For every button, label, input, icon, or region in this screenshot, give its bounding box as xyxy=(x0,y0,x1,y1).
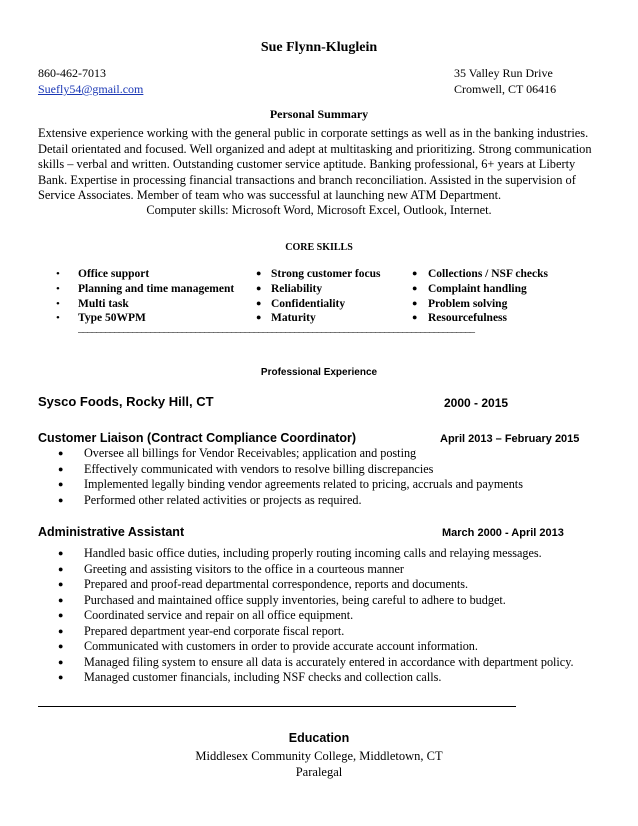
summary-line: Bank. Expertise in processing financial transactions and branch reconciliation. Assisted in the supervision of xyxy=(38,172,576,187)
summary-text xyxy=(38,126,603,204)
skills-divider: ________________________________________________________________________________________ xyxy=(78,322,474,334)
skill-bullet-icon: ● xyxy=(256,312,262,322)
role-dates: April 2013 – February 2015 xyxy=(440,433,580,445)
list-item xyxy=(58,670,574,686)
company-name: Sysco Foods, Rocky Hill, CT xyxy=(38,394,214,409)
skill-bullet-icon: ● xyxy=(256,268,262,278)
skill-bullet-icon: ● xyxy=(256,283,262,293)
role-duties-list xyxy=(58,446,523,508)
bullet-icon: ● xyxy=(58,479,64,489)
skill-item: Strong customer focus xyxy=(271,268,381,280)
list-item xyxy=(58,562,574,578)
duty-text: Oversee all billings for Vendor Receivables; application and posting xyxy=(84,446,417,460)
list-item xyxy=(58,608,574,624)
skill-item: Collections / NSF checks xyxy=(428,268,548,280)
education-heading: Education xyxy=(288,731,350,745)
skill-item: Reliability xyxy=(271,283,323,295)
duty-text: Performed other related activities or projects as required. xyxy=(84,492,362,507)
skill-item: Complaint handling xyxy=(428,283,527,295)
skill-bullet-icon: ● xyxy=(412,298,418,308)
school-name: Middlesex Community College, Middletown, CT xyxy=(195,749,443,763)
list-item xyxy=(58,577,574,593)
list-item xyxy=(58,546,574,562)
duty-text: Communicated with customers in order to provide accurate account information. xyxy=(84,639,478,653)
duty-text: Purchased and maintained office supply inventories, being careful to adhere to budget. xyxy=(84,592,506,607)
summary-heading: Personal Summary xyxy=(269,107,369,121)
skill-item: Confidentiality xyxy=(271,298,346,310)
address-line-2: Cromwell, CT 06416 xyxy=(454,82,557,96)
skill-item: Resourcefulness xyxy=(428,312,508,324)
list-item xyxy=(58,639,574,655)
summary-line: Extensive experience working with the general public in corporate settings as well as in the banking industries. xyxy=(38,126,589,140)
list-item xyxy=(58,624,574,640)
bullet-icon: ● xyxy=(58,610,64,620)
skill-item: Type 50WPM xyxy=(78,312,146,324)
role-title: Customer Liaison (Contract Compliance Coordinator) xyxy=(38,431,357,445)
role-duties-list xyxy=(58,546,574,686)
list-item xyxy=(58,593,574,609)
email-link[interactable]: Suefly54@gmail.com xyxy=(38,82,144,96)
list-item xyxy=(58,446,523,462)
skill-item: Multi task xyxy=(78,298,129,310)
bullet-icon: ● xyxy=(58,548,64,558)
list-item xyxy=(58,462,523,478)
skill-item: Maturity xyxy=(271,312,316,324)
role-title: Administrative Assistant xyxy=(38,525,185,539)
bullet-icon: ● xyxy=(58,656,64,667)
duty-text: Implemented legally binding vendor agreements related to pricing, accruals and payments xyxy=(84,477,523,491)
duty-text: Effectively communicated with vendors to resolve billing discrepancies xyxy=(84,461,434,476)
candidate-name: Sue Flynn-Kluglein xyxy=(260,40,378,55)
phone-number: 860-462-7013 xyxy=(38,66,106,80)
skill-bullet-icon: ● xyxy=(256,298,262,308)
skill-item: Office support xyxy=(78,268,150,280)
address-line-1: 35 Valley Run Drive xyxy=(454,66,553,80)
skill-bullet-icon: • xyxy=(56,283,60,295)
bullet-icon: ● xyxy=(58,494,64,505)
experience-heading: Professional Experience xyxy=(260,367,378,378)
summary-line: skills – verbal and written. Outstanding customer service aptitude. Banking professional, 6+ years at Liberty xyxy=(38,157,576,171)
bullet-icon: ● xyxy=(58,448,64,458)
core-skills-heading: CORE SKILLS xyxy=(285,242,353,253)
program-name: Paralegal xyxy=(295,765,343,779)
skill-bullet-icon: • xyxy=(56,268,60,280)
skill-bullet-icon: ● xyxy=(412,268,418,278)
bullet-icon: ● xyxy=(58,594,64,605)
bullet-icon: ● xyxy=(58,625,64,636)
duty-text: Greeting and assisting visitors to the office in a courteous manner xyxy=(84,561,404,576)
duty-text: Managed filing system to ensure all data is accurately entered in accordance with department policy. xyxy=(84,654,574,669)
duty-text: Prepared and proof-read departmental correspondence, reports and documents. xyxy=(84,577,469,591)
list-item xyxy=(58,655,574,671)
skill-bullet-icon: ● xyxy=(412,312,418,322)
summary-line: Service Associates. Member of team who was successful at launching new ATM Department. xyxy=(38,188,502,202)
role-dates: March 2000 - April 2013 xyxy=(442,527,564,539)
company-dates: 2000 - 2015 xyxy=(444,396,509,410)
bullet-icon: ● xyxy=(58,641,64,651)
summary-line: Detail orientated and focused. Well organized and adept at multitasking and prioritizing. Strong communication xyxy=(38,141,592,156)
duty-text: Handled basic office duties, including properly routing incoming calls and relaying messages. xyxy=(84,546,542,560)
bullet-icon: ● xyxy=(58,563,64,574)
skill-bullet-icon: ● xyxy=(412,283,418,293)
skill-bullet-icon: • xyxy=(56,298,60,310)
duty-text: Prepared department year-end corporate fiscal report. xyxy=(84,623,345,638)
skill-item: Problem solving xyxy=(428,298,508,310)
bullet-icon: ● xyxy=(58,579,64,589)
bullet-icon: ● xyxy=(58,463,64,474)
skill-bullet-icon: • xyxy=(56,312,60,324)
duty-text: Coordinated service and repair on all office equipment. xyxy=(84,608,354,622)
skill-item: Planning and time management xyxy=(78,283,235,295)
section-divider xyxy=(38,706,516,707)
bullet-icon: ● xyxy=(58,672,64,682)
computer-skills: Computer skills: Microsoft Word, Microsoft Excel, Outlook, Internet. xyxy=(146,203,492,217)
list-item xyxy=(58,477,523,493)
duty-text: Managed customer financials, including NSF checks and collection calls. xyxy=(84,670,442,684)
list-item xyxy=(58,493,523,509)
